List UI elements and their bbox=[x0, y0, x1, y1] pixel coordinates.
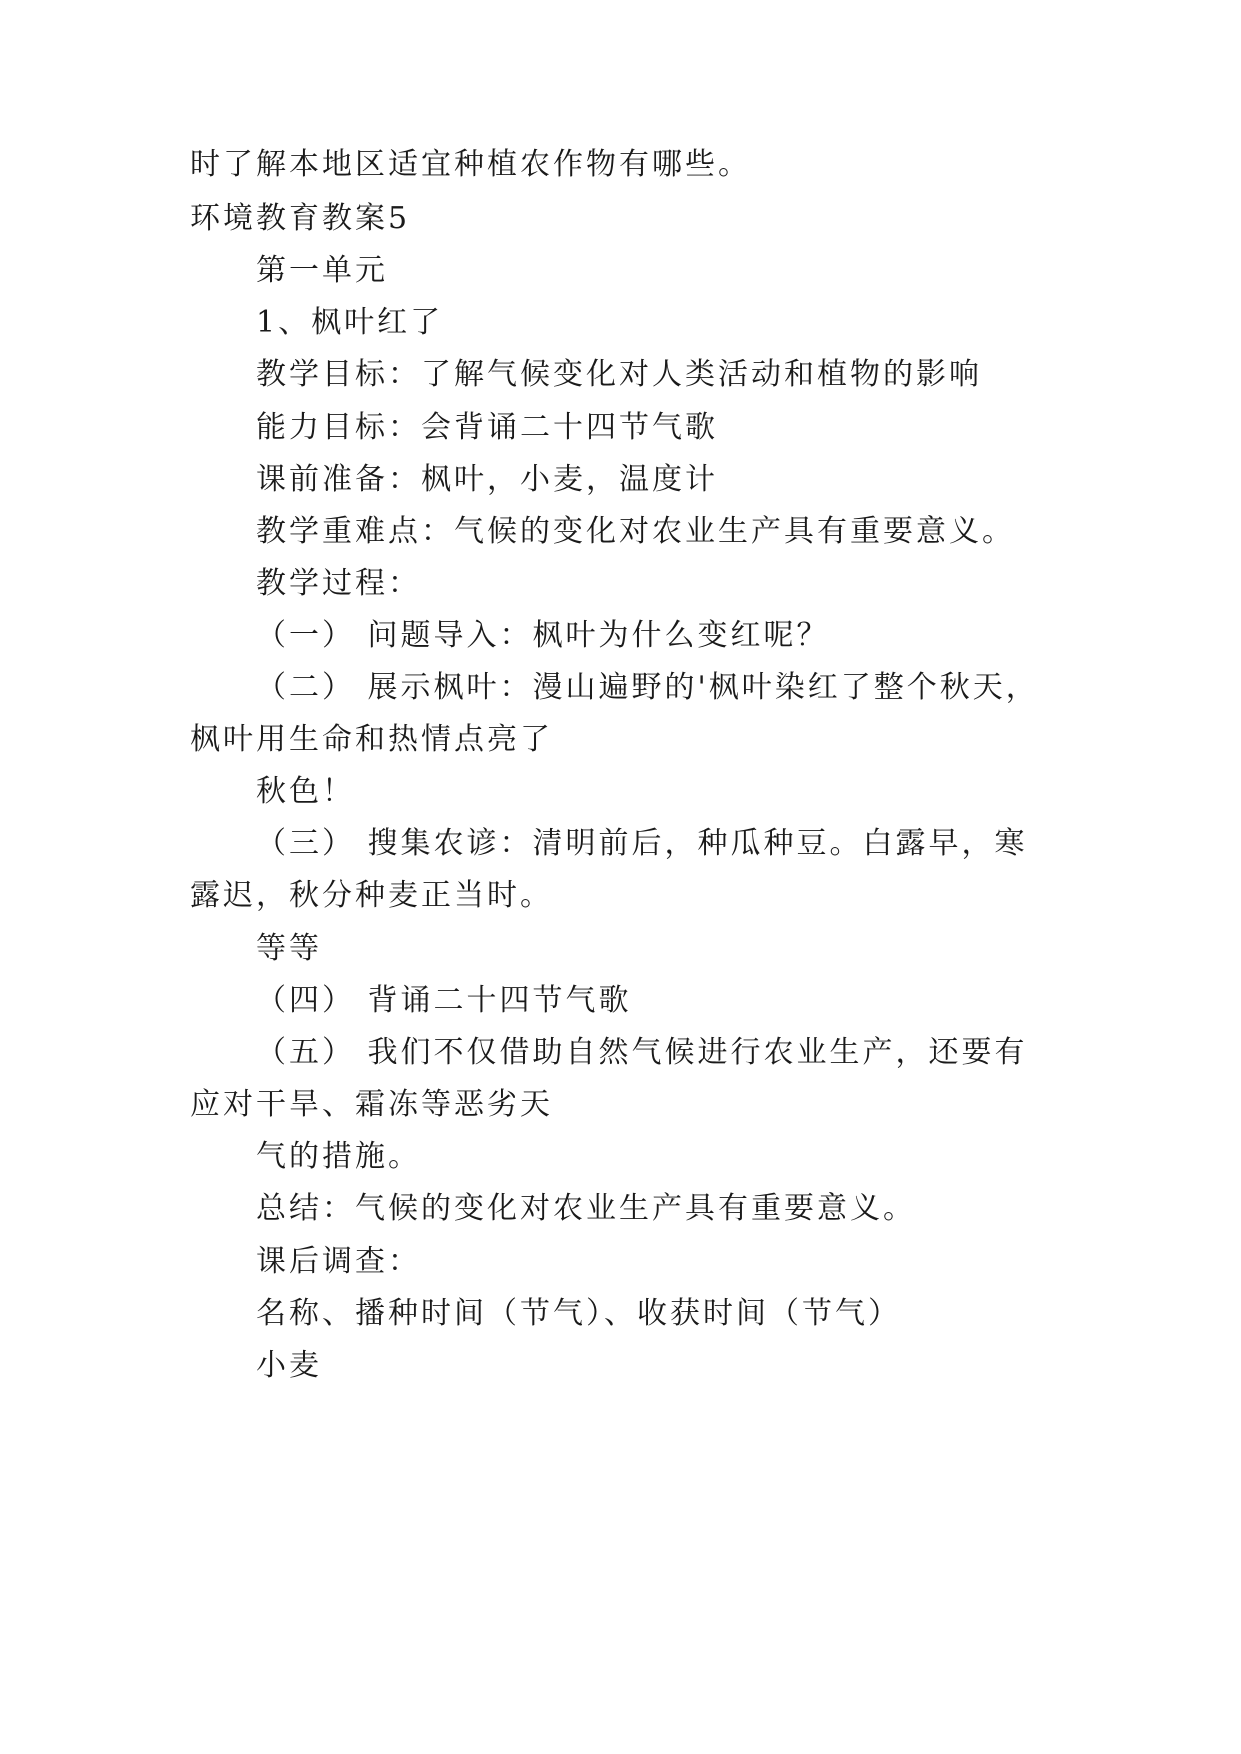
text-line: 能力目标：会背诵二十四节气歌 bbox=[256, 410, 718, 445]
text-line: 课后调查： bbox=[256, 1244, 421, 1279]
list-item: （一） 问题导入：枫叶为什么变红呢？ bbox=[256, 618, 830, 653]
text-line: 总结：气候的变化对农业生产具有重要意义。 bbox=[256, 1191, 916, 1226]
text-line: 教学重难点：气候的变化对农业生产具有重要意义。 bbox=[256, 514, 1015, 549]
text-line: 应对干旱、霜冻等恶劣天 bbox=[190, 1087, 553, 1122]
list-item: （五） 我们不仅借助自然气候进行农业生产，还要有 bbox=[256, 1035, 1028, 1070]
list-item: （三） 搜集农谚：清明前后，种瓜种豆。白露早，寒 bbox=[256, 826, 1028, 861]
text-line: 课前准备：枫叶，小麦，温度计 bbox=[256, 462, 718, 497]
text-line: 时了解本地区适宜种植农作物有哪些。 bbox=[190, 147, 751, 182]
text-line: 秋色！ bbox=[256, 774, 355, 809]
list-item: （二） 展示枫叶：漫山遍野的'枫叶染红了整个秋天， bbox=[256, 670, 1039, 705]
text-line: 名称、播种时间（节气）、收获时间（节气） bbox=[256, 1296, 901, 1331]
text-line: 气的措施。 bbox=[256, 1139, 421, 1174]
section-heading: 环境教育教案5 bbox=[190, 201, 411, 236]
text-line: 教学目标：了解气候变化对人类活动和植物的影响 bbox=[256, 357, 982, 392]
lesson-title: 1、枫叶红了 bbox=[256, 305, 444, 340]
text-line: 教学过程： bbox=[256, 566, 421, 601]
list-item: （四） 背诵二十四节气歌 bbox=[256, 983, 632, 1018]
text-line: 枫叶用生命和热情点亮了 bbox=[190, 722, 553, 757]
text-line: 小麦 bbox=[256, 1348, 322, 1383]
unit-heading: 第一单元 bbox=[256, 253, 388, 288]
text-line: 等等 bbox=[256, 931, 322, 966]
text-line: 露迟，秋分种麦正当时。 bbox=[190, 878, 553, 913]
